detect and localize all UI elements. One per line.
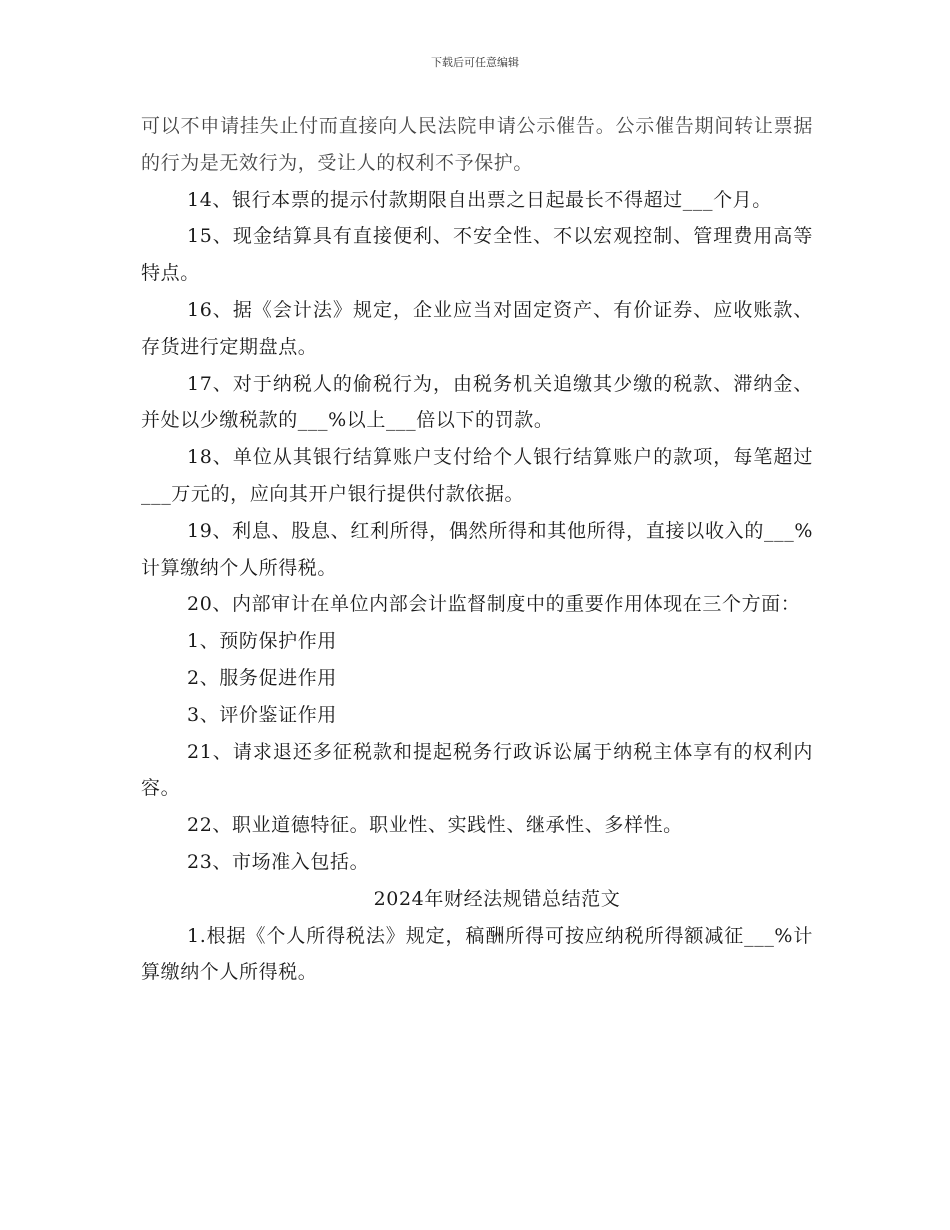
paragraph-item-18: 18、单位从其银行结算账户支付给个人银行结算账户的款项，每笔超过___万元的，应向其开户银行提供付款依据。 [141, 446, 813, 505]
paragraph-subitem-2: 2、服务促进作用 [187, 666, 337, 689]
paragraph-subitem-3: 3、评价鉴证作用 [187, 703, 337, 726]
section-paragraph-1: 1.根据《个人所得税法》规定，稿酬所得可按应纳税所得额减征___%计算缴纳个人所得税。 [141, 924, 813, 984]
paragraph-item-16: 16、据《会计法》规定，企业应当对固定资产、有价证券、应收账款、存货进行定期盘点。 [141, 298, 813, 358]
page-header: 下载后可任意编辑 [431, 56, 519, 69]
document-body [141, 108, 813, 991]
paragraph-item-19: 19、利息、股息、红利所得，偶然所得和其他所得，直接以收入的___%计算缴纳个人所得税。 [141, 519, 813, 579]
paragraph-item-15: 15、现金结算具有直接便利、不安全性、不以宏观控制、管理费用高等特点。 [141, 225, 813, 285]
paragraph-continued: 可以不申请挂失止付而直接向人民法院申请公示催告。公示催告期间转让票据的行为是无效行为，受让人的权利不予保护。 [141, 115, 813, 174]
paragraph-item-17: 17、对于纳税人的偷税行为，由税务机关追缴其少缴的税款、滞纳金、并处以少缴税款的___%以上___倍以下的罚款。 [141, 372, 813, 432]
paragraph-item-14: 14、银行本票的提示付款期限自出票之日起最长不得超过___个月。 [187, 188, 772, 211]
paragraph-item-21: 21、请求退还多征税款和提起税务行政诉讼属于纳税主体享有的权利内容。 [141, 740, 813, 800]
paragraph-item-20: 20、内部审计在单位内部会计监督制度中的重要作用体现在三个方面： [187, 593, 801, 616]
paragraph-item-22: 22、职业道德特征。职业性、实践性、继承性、多样性。 [187, 814, 683, 837]
paragraph-item-23: 23、市场准入包括。 [187, 850, 370, 873]
section-title: 2024年财经法规错总结范文 [373, 887, 621, 910]
paragraph-subitem-1: 1、预防保护作用 [187, 630, 337, 653]
